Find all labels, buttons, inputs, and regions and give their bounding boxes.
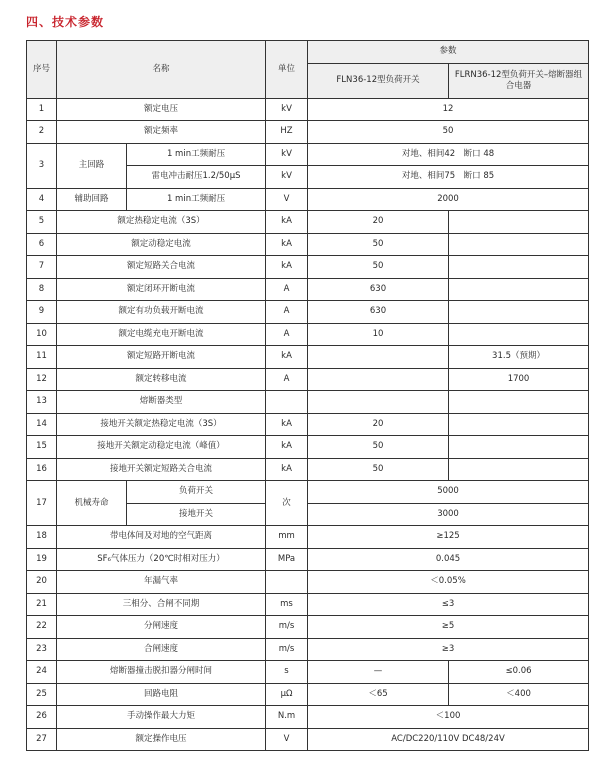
row-unit: kA — [266, 346, 308, 369]
row-value-model-1: 50 — [308, 256, 449, 279]
row-unit: kA — [266, 413, 308, 436]
row-name: 额定闭环开断电流 — [57, 278, 266, 301]
row-name: 熔断器类型 — [57, 391, 266, 414]
row-unit: kV — [266, 143, 308, 166]
section-heading: 四、技术参数 — [26, 15, 105, 29]
row-value-model-1: 630 — [308, 278, 449, 301]
row-unit: ms — [266, 593, 308, 616]
row-name: 手动操作最大力矩 — [57, 706, 266, 729]
row-name: 额定频率 — [57, 121, 266, 144]
row-value: ＜100 — [308, 706, 589, 729]
row-name: 1 min工频耐压 — [127, 188, 266, 211]
row-no: 23 — [27, 638, 57, 661]
row-no: 26 — [27, 706, 57, 729]
row-value: ≥5 — [308, 616, 589, 639]
row-no: 20 — [27, 571, 57, 594]
table-row — [27, 526, 589, 549]
row-name: 接地开关额定动稳定电流（峰值） — [57, 436, 266, 459]
row-no: 24 — [27, 661, 57, 684]
row-name: 回路电阻 — [57, 683, 266, 706]
row-value-model-2: 1700 — [449, 368, 589, 391]
row-value: ≤3 — [308, 593, 589, 616]
row-no: 22 — [27, 616, 57, 639]
row-value-model-1: 50 — [308, 233, 449, 256]
table-row — [27, 211, 589, 234]
row-no: 17 — [27, 481, 57, 526]
table-row — [27, 458, 589, 481]
table-row — [27, 593, 589, 616]
row-value-model-2: ≤0.06 — [449, 661, 589, 684]
row-value-model-1: 630 — [308, 301, 449, 324]
row-no: 15 — [27, 436, 57, 459]
row-unit: A — [266, 368, 308, 391]
row-value: ≥3 — [308, 638, 589, 661]
table-row — [27, 661, 589, 684]
row-unit: MPa — [266, 548, 308, 571]
row-value-model-2 — [449, 256, 589, 279]
header-no: 序号 — [27, 41, 57, 99]
row-no: 6 — [27, 233, 57, 256]
table-row — [27, 616, 589, 639]
row-name: 额定操作电压 — [57, 728, 266, 751]
row-unit: A — [266, 323, 308, 346]
table-row — [27, 188, 589, 211]
table-row — [27, 391, 589, 414]
row-value-model-2 — [449, 458, 589, 481]
row-value-model-2 — [449, 436, 589, 459]
row-unit: kV — [266, 166, 308, 189]
table-row — [27, 683, 589, 706]
row-name: 1 min工频耐压 — [127, 143, 266, 166]
row-unit: A — [266, 301, 308, 324]
table-row — [27, 638, 589, 661]
row-value: ≥125 — [308, 526, 589, 549]
row-unit: mm — [266, 526, 308, 549]
row-unit: s — [266, 661, 308, 684]
row-name: 三相分、合闸不同期 — [57, 593, 266, 616]
row-value-model-1 — [308, 368, 449, 391]
row-unit: kA — [266, 233, 308, 256]
row-value-model-1: 20 — [308, 211, 449, 234]
row-no: 14 — [27, 413, 57, 436]
row-no: 10 — [27, 323, 57, 346]
table-row — [27, 256, 589, 279]
row-unit: N.m — [266, 706, 308, 729]
row-name: 额定电缆充电开断电流 — [57, 323, 266, 346]
row-no: 9 — [27, 301, 57, 324]
row-group: 主回路 — [57, 143, 127, 188]
row-no: 3 — [27, 143, 57, 188]
row-value-model-2 — [449, 391, 589, 414]
row-no: 12 — [27, 368, 57, 391]
table-row — [27, 346, 589, 369]
row-value: ＜0.05% — [308, 571, 589, 594]
row-no: 5 — [27, 211, 57, 234]
row-name: 额定电压 — [57, 98, 266, 121]
row-name: 负荷开关 — [127, 481, 266, 504]
header-unit: 单位 — [266, 41, 308, 99]
row-unit: kA — [266, 436, 308, 459]
table-row — [27, 571, 589, 594]
table-row — [27, 278, 589, 301]
row-unit: V — [266, 728, 308, 751]
table-row — [27, 413, 589, 436]
row-no: 21 — [27, 593, 57, 616]
row-unit — [266, 571, 308, 594]
table-row — [27, 233, 589, 256]
row-unit: kV — [266, 98, 308, 121]
table-row — [27, 98, 589, 121]
row-no: 11 — [27, 346, 57, 369]
row-unit: V — [266, 188, 308, 211]
row-name: 额定动稳定电流 — [57, 233, 266, 256]
table-row — [27, 706, 589, 729]
table-row — [27, 143, 589, 166]
row-unit: kA — [266, 256, 308, 279]
row-value: AC/DC220/110V DC48/24V — [308, 728, 589, 751]
row-name: 分闸速度 — [57, 616, 266, 639]
row-no: 25 — [27, 683, 57, 706]
row-name: SF₆气体压力（20℃时相对压力） — [57, 548, 266, 571]
table-row — [27, 436, 589, 459]
row-name: 合闸速度 — [57, 638, 266, 661]
row-no: 18 — [27, 526, 57, 549]
table-header-row — [27, 41, 589, 64]
spec-table — [26, 40, 589, 751]
table-row — [27, 368, 589, 391]
row-no: 19 — [27, 548, 57, 571]
row-no: 16 — [27, 458, 57, 481]
row-value: 对地、相间42 断口 48 — [308, 143, 589, 166]
header-name: 名称 — [57, 41, 266, 99]
row-name: 额定短路开断电流 — [57, 346, 266, 369]
row-value-model-2: ＜400 — [449, 683, 589, 706]
row-no: 27 — [27, 728, 57, 751]
row-unit: HZ — [266, 121, 308, 144]
row-value-model-2 — [449, 211, 589, 234]
row-no: 4 — [27, 188, 57, 211]
row-value: 3000 — [308, 503, 589, 526]
row-value-model-1 — [308, 391, 449, 414]
row-name: 年漏气率 — [57, 571, 266, 594]
row-group: 辅助回路 — [57, 188, 127, 211]
row-value-model-1 — [308, 346, 449, 369]
row-no: 1 — [27, 98, 57, 121]
row-name: 带电体间及对地的空气距离 — [57, 526, 266, 549]
row-value-model-1: — — [308, 661, 449, 684]
row-unit: A — [266, 278, 308, 301]
row-name: 额定转移电流 — [57, 368, 266, 391]
row-value-model-1: 10 — [308, 323, 449, 346]
row-value-model-2 — [449, 413, 589, 436]
row-value-model-1: 50 — [308, 458, 449, 481]
row-value-model-1: ＜65 — [308, 683, 449, 706]
table-row — [27, 548, 589, 571]
row-value: 对地、相间75 断口 85 — [308, 166, 589, 189]
row-name: 额定热稳定电流（3S） — [57, 211, 266, 234]
table-row — [27, 481, 589, 504]
row-value-model-2 — [449, 301, 589, 324]
row-name: 接地开关额定热稳定电流（3S） — [57, 413, 266, 436]
header-params: 参数 — [308, 41, 589, 64]
row-value: 50 — [308, 121, 589, 144]
row-no: 7 — [27, 256, 57, 279]
row-value: 5000 — [308, 481, 589, 504]
row-name: 雷电冲击耐压1.2/50μS — [127, 166, 266, 189]
row-name: 额定短路关合电流 — [57, 256, 266, 279]
row-no: 2 — [27, 121, 57, 144]
row-value-model-1: 20 — [308, 413, 449, 436]
row-value: 12 — [308, 98, 589, 121]
table-row — [27, 728, 589, 751]
row-value-model-1: 50 — [308, 436, 449, 459]
row-no: 13 — [27, 391, 57, 414]
row-unit: 次 — [266, 481, 308, 526]
table-row — [27, 301, 589, 324]
row-no: 8 — [27, 278, 57, 301]
table-row — [27, 121, 589, 144]
row-value-model-2 — [449, 323, 589, 346]
table-row — [27, 323, 589, 346]
row-unit: m/s — [266, 616, 308, 639]
row-name: 熔断器撞击脱扣器分闸时间 — [57, 661, 266, 684]
header-model-1: FLN36-12型负荷开关 — [308, 63, 449, 98]
row-name: 接地开关 — [127, 503, 266, 526]
header-model-2: FLRN36-12型负荷开关–熔断器组合电器 — [449, 63, 589, 98]
row-value: 2000 — [308, 188, 589, 211]
row-unit: μΩ — [266, 683, 308, 706]
row-value: 0.045 — [308, 548, 589, 571]
row-value-model-2 — [449, 233, 589, 256]
row-unit: m/s — [266, 638, 308, 661]
row-group: 机械寿命 — [57, 481, 127, 526]
row-name: 额定有功负载开断电流 — [57, 301, 266, 324]
row-unit — [266, 391, 308, 414]
row-value-model-2: 31.5（预期） — [449, 346, 589, 369]
row-unit: kA — [266, 211, 308, 234]
row-unit: kA — [266, 458, 308, 481]
row-name: 接地开关额定短路关合电流 — [57, 458, 266, 481]
row-value-model-2 — [449, 278, 589, 301]
